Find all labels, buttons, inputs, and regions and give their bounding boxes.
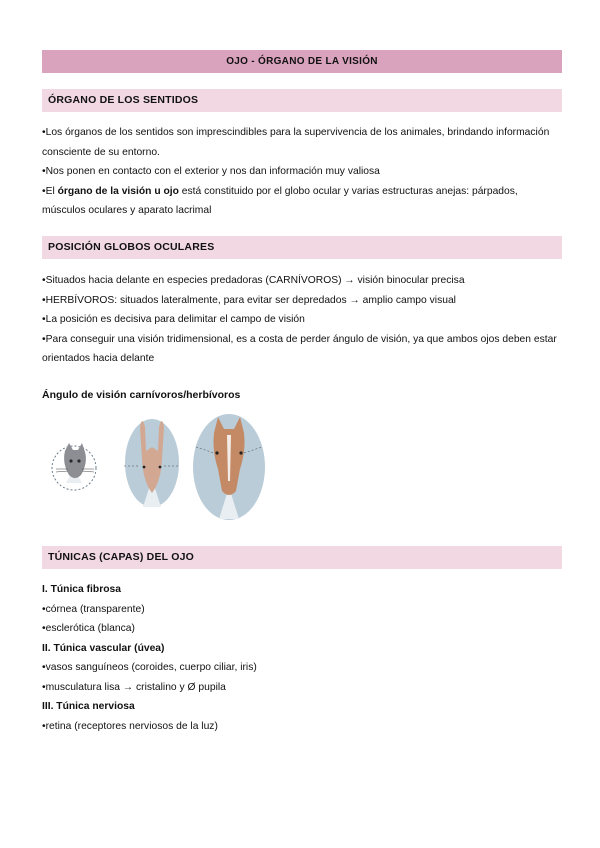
bullet-post-text: está constituido por el globo ocular y varias estructuras anejas: párpados, músculos oculares y aparato lacrimal <box>42 185 518 216</box>
bullet-bold-term: órgano de la visión u ojo <box>57 185 179 197</box>
tunica-nerviosa-title: III. Túnica nerviosa <box>42 701 135 712</box>
tunica-nerviosa-item-retina: •retina (receptores nerviosos de la luz) <box>42 720 218 732</box>
page-title: OJO - ÓRGANO DE LA VISIÓN <box>42 50 562 73</box>
vision-angle-illustration <box>48 411 278 523</box>
section-body-organo-sentidos <box>42 123 562 221</box>
bullet-contacto-exterior: •Nos ponen en contacto con el exterior y nos dan información muy valiosa <box>42 166 380 177</box>
bullet-pre-text: •El <box>42 185 58 197</box>
bullet-vision-tridimensional: •Para conseguir una visión tridimensional, es a costa de perder ángulo de visión, ya que ambos ojos deben estar orientados hacia delante <box>42 333 557 364</box>
cat-eye-right <box>77 459 80 462</box>
section-body-posicion-globos <box>42 271 562 369</box>
bullet-campo-vision: •La posición es decisiva para delimitar el campo de visión <box>42 314 305 325</box>
cat-vision-figure <box>52 443 96 490</box>
rabbit-eye-right <box>159 466 162 469</box>
tunica-vascular-item-vasos: •vasos sanguíneos (coroides, cuerpo ciliar, iris) <box>42 662 257 673</box>
tunica-fibrosa-title: I. Túnica fibrosa <box>42 584 121 595</box>
horse-eye-right <box>239 451 242 454</box>
cat-eye-left <box>69 459 72 462</box>
bullet-herbivoros: •HERBÍVOROS: situados lateralmente, para evitar ser depredados → amplio campo visual <box>42 294 456 306</box>
horse-eye-left <box>215 451 218 454</box>
tunica-vascular-title: II. Túnica vascular (úvea) <box>42 642 165 654</box>
bullet-organos-sentidos: •Los órganos de los sentidos son imprescindibles para la supervivencia de los animales, brindando información consciente de su entorno. <box>42 127 550 158</box>
section-heading-posicion-globos: POSICIÓN GLOBOS OCULARES <box>42 236 562 259</box>
horse-vision-figure <box>193 414 265 520</box>
cat-head <box>64 443 86 478</box>
tunica-fibrosa-item-cornea: •córnea (transparente) <box>42 603 145 615</box>
bullet-organo-vision <box>42 182 562 221</box>
section-heading-tunicas: TÚNICAS (CAPAS) DEL OJO <box>42 546 562 569</box>
bullet-carnivoros: •Situados hacia delante en especies predadoras (CARNÍVOROS) → visión binocular precisa <box>42 275 465 286</box>
tunica-vascular-item-musculatura: •musculatura lisa → cristalino y Ø pupila <box>42 681 226 693</box>
rabbit-eye-left <box>143 466 146 469</box>
rabbit-vision-figure <box>124 419 180 507</box>
figure-caption: Ángulo de visión carnívoros/herbívoros <box>42 389 241 401</box>
section-heading-organo-sentidos: ÓRGANO DE LOS SENTIDOS <box>42 89 562 112</box>
section-body-tunicas <box>42 580 562 736</box>
tunica-fibrosa-item-esclerotica: •esclerótica (blanca) <box>42 623 135 634</box>
